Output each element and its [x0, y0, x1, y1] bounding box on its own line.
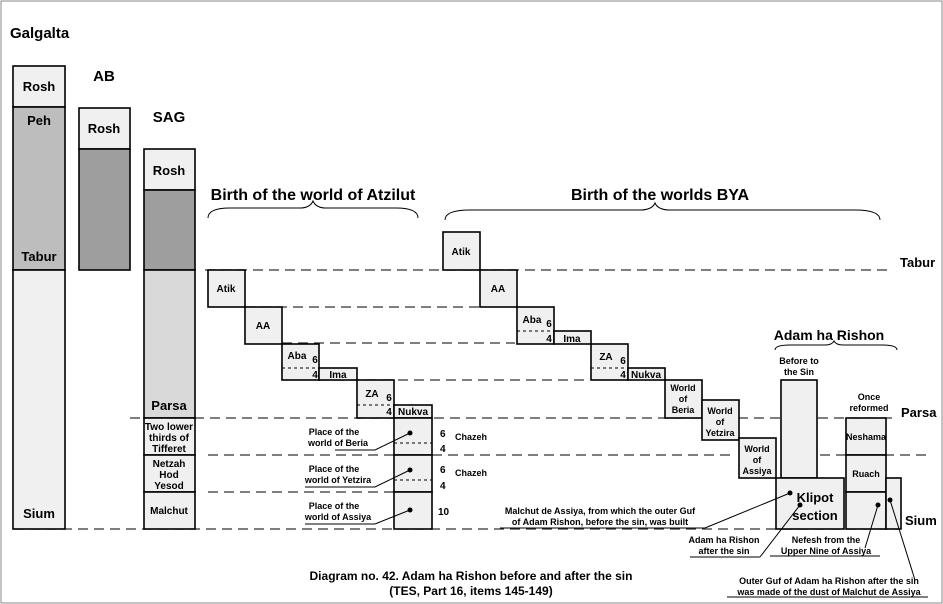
sag-two-lower-1: Two lower [144, 422, 194, 433]
nefesh-box [846, 492, 886, 529]
place-yetzira-dot [408, 468, 413, 473]
place-assiya-dot [408, 508, 413, 513]
bya-brace [445, 203, 880, 220]
adam-once-2: reformed [849, 403, 889, 413]
after-note-2: after the sin [698, 546, 750, 556]
malchut-note-1: Malchut de Assiya, from which the outer Guf [504, 506, 696, 516]
caption-line-2: (TES, Part 16, items 145-149) [389, 584, 553, 598]
place-beria-dot [408, 431, 413, 436]
bya-yetzira-2: of [715, 417, 725, 427]
ruach-label: Ruach [852, 469, 880, 479]
outer-note-2: was made of the dust of Malchut de Assiya [737, 587, 921, 597]
sag-malchut: Malchut [150, 506, 188, 517]
outer-note-pointer [890, 500, 915, 580]
bya-aba-six: 6 [546, 319, 552, 330]
galgalta-guf-lower [13, 270, 65, 529]
chazeh-label-2: Chazeh [455, 468, 488, 478]
malchut-note-2: of Adam Rishon, before the sin, was built [511, 517, 689, 527]
bya-beria-1: World [670, 383, 696, 393]
beria-six: 6 [440, 429, 446, 440]
bya-za-label: ZA [599, 352, 613, 363]
nefesh-note-2: Upper Nine of Assiya [780, 546, 872, 556]
place-yetzira-box [394, 455, 432, 492]
galgalta-guf-upper [13, 107, 65, 270]
tabur-level-label: Tabur [900, 255, 936, 270]
klipot-label-1: Klipot [796, 490, 834, 505]
place-beria-box [394, 418, 432, 455]
yetzira-four: 4 [440, 481, 446, 492]
sag-yesod: Yesod [154, 481, 184, 492]
place-beria-2: world of Beria [307, 438, 369, 448]
bya-aba-four: 4 [546, 334, 552, 345]
atzilut-aba-four: 4 [312, 370, 318, 381]
place-yetzira-2: world of Yetzira [304, 475, 372, 485]
adam-before-box [781, 380, 817, 478]
ab-title: AB [93, 68, 115, 85]
atzilut-za-label: ZA [365, 389, 379, 400]
galgalta-peh-label: Peh [27, 113, 51, 128]
place-assiya-2: world of Assiya [304, 512, 372, 522]
neshama-label: Neshama [845, 432, 887, 442]
outer-note-dot [888, 498, 893, 503]
sag-rosh-label: Rosh [152, 163, 186, 178]
bya-za-four: 4 [620, 370, 626, 381]
sag-two-lower-3: Tifferet [152, 444, 186, 455]
sag-title: SAG [152, 109, 186, 126]
place-assiya-box [394, 492, 432, 529]
sag-guf-middle [144, 270, 195, 418]
place-yetzira-1: Place of the [308, 464, 360, 474]
adam-before-1: Before to [779, 356, 819, 366]
bya-yetzira-1: World [707, 406, 733, 416]
bya-assiya-1: World [744, 444, 770, 454]
atzilut-header: Birth of the world of Atzilut [210, 187, 416, 204]
bya-ima-label: Ima [563, 334, 581, 345]
adam-before-2: the Sin [783, 367, 815, 377]
assiya-ten: 10 [438, 507, 450, 518]
nefesh-note-1: Nefesh from the [791, 535, 861, 545]
bya-nukva-label: Nukva [630, 370, 662, 381]
chazeh-label-1: Chazeh [455, 432, 488, 442]
bya-za-six: 6 [620, 356, 626, 367]
place-beria-1: Place of the [308, 427, 360, 437]
ab-guf-box [79, 149, 130, 270]
after-note-1: Adam ha Rishon [688, 535, 760, 545]
nefesh-note-dot [876, 503, 881, 508]
sag-parsa-label: Parsa [151, 398, 187, 413]
bya-beria-2: of [678, 394, 688, 404]
atzilut-aba-six: 6 [312, 355, 318, 366]
bya-assiya-3: Assiya [742, 466, 772, 476]
parsa-level-label: Parsa [901, 405, 937, 420]
bya-aba-label: Aba [522, 315, 542, 326]
caption-line-1: Diagram no. 42. Adam ha Rishon before and after the sin [309, 569, 633, 583]
adam-once-1: Once [857, 392, 881, 402]
malchut-note-dot [788, 491, 793, 496]
sag-netzah: Netzah [152, 459, 186, 470]
sium-level-label: Sium [905, 513, 937, 528]
bya-beria-3: Beria [671, 405, 695, 415]
atzilut-ima-label: Ima [329, 370, 347, 381]
atzilut-za-six: 6 [386, 393, 392, 404]
ab-rosh-label: Rosh [87, 121, 121, 136]
atzilut-nukva-label: Nukva [397, 407, 429, 418]
galgalta-title: Galgalta [10, 25, 70, 42]
galgalta-sium-label: Sium [23, 506, 55, 521]
atzilut-atik-label: Atik [216, 284, 236, 295]
sag-two-lower-2: thirds of [149, 433, 189, 444]
beria-four: 4 [440, 444, 446, 455]
bya-atik-label: Atik [451, 247, 471, 258]
galgalta-tabur-label: Tabur [21, 249, 57, 264]
atzilut-za-four: 4 [386, 407, 392, 418]
bya-assiya-2: of [752, 455, 762, 465]
adam-header: Adam ha Rishon [773, 327, 885, 343]
atzilut-aa-label: AA [255, 321, 271, 332]
bya-yetzira-3: Yetzira [705, 428, 735, 438]
yetzira-six: 6 [440, 465, 446, 476]
galgalta-rosh-label: Rosh [22, 79, 56, 94]
bya-header: Birth of the worlds BYA [570, 187, 750, 204]
sag-guf-upper [144, 190, 195, 270]
outer-note-1: Outer Guf of Adam ha Rishon after the sin [739, 576, 919, 586]
outer-guf-box [886, 478, 901, 529]
atzilut-aba-label: Aba [287, 351, 307, 362]
sag-hod: Hod [159, 470, 179, 481]
place-assiya-1: Place of the [308, 501, 360, 511]
klipot-label-2: section [792, 508, 838, 523]
bya-aa-label: AA [490, 284, 506, 295]
